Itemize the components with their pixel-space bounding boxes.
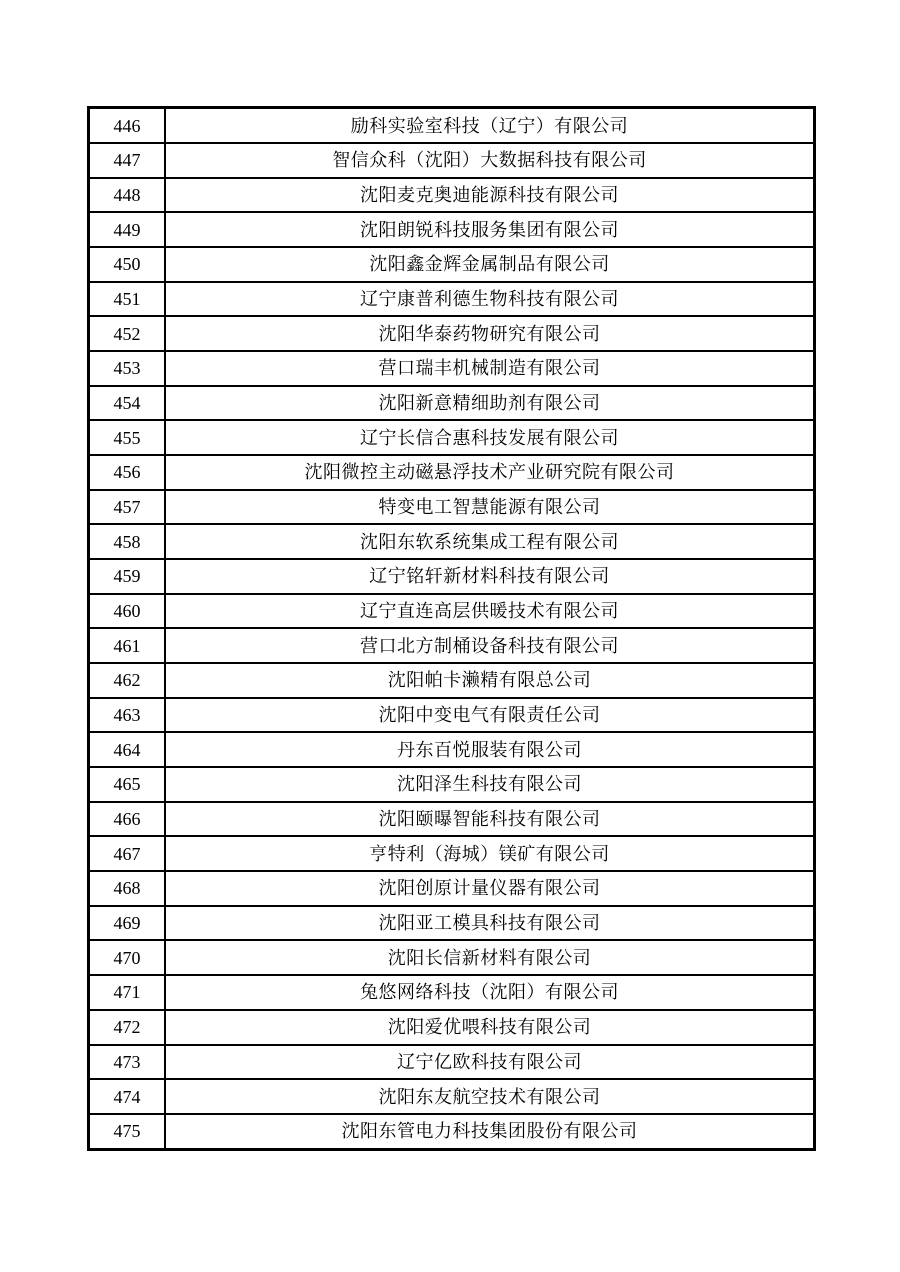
company-name: 沈阳东管电力科技集团股份有限公司 [165,1114,815,1150]
company-name: 沈阳中变电气有限责任公司 [165,698,815,733]
row-number: 468 [89,871,166,906]
row-number: 446 [89,108,166,144]
row-number: 447 [89,143,166,178]
company-name: 沈阳爱优喂科技有限公司 [165,1010,815,1045]
row-number: 461 [89,628,166,663]
row-number: 462 [89,663,166,698]
row-number: 465 [89,767,166,802]
company-name: 辽宁康普利德生物科技有限公司 [165,282,815,317]
table-row [89,1114,815,1150]
table-row [89,975,815,1010]
table-row [89,698,815,733]
company-name: 沈阳新意精细助剂有限公司 [165,386,815,421]
table-row [89,628,815,663]
company-name: 沈阳亚工模具科技有限公司 [165,906,815,941]
row-number: 460 [89,594,166,629]
company-name: 沈阳东友航空技术有限公司 [165,1079,815,1114]
company-name: 沈阳帕卡濑精有限总公司 [165,663,815,698]
row-number: 464 [89,732,166,767]
table-row [89,490,815,525]
table-row [89,663,815,698]
table-row [89,247,815,282]
company-table [87,106,816,1151]
table-row [89,1045,815,1080]
company-name: 沈阳颐曝智能科技有限公司 [165,802,815,837]
row-number: 451 [89,282,166,317]
company-name: 辽宁铭轩新材料科技有限公司 [165,559,815,594]
company-name: 沈阳长信新材料有限公司 [165,940,815,975]
company-name: 沈阳华泰药物研究有限公司 [165,316,815,351]
table-row [89,108,815,144]
table-row [89,351,815,386]
company-name: 沈阳麦克奥迪能源科技有限公司 [165,178,815,213]
company-name: 兔悠网络科技（沈阳）有限公司 [165,975,815,1010]
row-number: 452 [89,316,166,351]
row-number: 472 [89,1010,166,1045]
company-name: 沈阳东软系统集成工程有限公司 [165,524,815,559]
company-name: 沈阳泽生科技有限公司 [165,767,815,802]
table-row [89,732,815,767]
company-name: 智信众科（沈阳）大数据科技有限公司 [165,143,815,178]
table-row [89,316,815,351]
table-row [89,524,815,559]
company-name: 沈阳鑫金辉金属制品有限公司 [165,247,815,282]
row-number: 449 [89,212,166,247]
row-number: 473 [89,1045,166,1080]
table-row [89,386,815,421]
company-name: 营口北方制桶设备科技有限公司 [165,628,815,663]
row-number: 474 [89,1079,166,1114]
row-number: 453 [89,351,166,386]
table-row [89,1079,815,1114]
table-row [89,559,815,594]
table-row [89,802,815,837]
company-name: 沈阳微控主动磁悬浮技术产业研究院有限公司 [165,455,815,490]
table-row [89,940,815,975]
company-name: 沈阳朗锐科技服务集团有限公司 [165,212,815,247]
table-row [89,143,815,178]
row-number: 454 [89,386,166,421]
table-row [89,594,815,629]
table-row [89,212,815,247]
row-number: 457 [89,490,166,525]
row-number: 456 [89,455,166,490]
row-number: 475 [89,1114,166,1150]
company-name: 特变电工智慧能源有限公司 [165,490,815,525]
company-name: 辽宁长信合惠科技发展有限公司 [165,420,815,455]
row-number: 458 [89,524,166,559]
row-number: 450 [89,247,166,282]
table-row [89,282,815,317]
company-name: 辽宁直连高层供暖技术有限公司 [165,594,815,629]
row-number: 455 [89,420,166,455]
company-name: 亨特利（海城）镁矿有限公司 [165,836,815,871]
company-name: 营口瑞丰机械制造有限公司 [165,351,815,386]
table-row [89,1010,815,1045]
table-row [89,906,815,941]
row-number: 470 [89,940,166,975]
table-row [89,178,815,213]
row-number: 448 [89,178,166,213]
company-table-body [89,108,815,1150]
company-name: 沈阳创原计量仪器有限公司 [165,871,815,906]
company-name: 辽宁亿欧科技有限公司 [165,1045,815,1080]
row-number: 469 [89,906,166,941]
table-row [89,836,815,871]
company-name: 励科实验室科技（辽宁）有限公司 [165,108,815,144]
table-row [89,455,815,490]
table-row [89,767,815,802]
table-row [89,420,815,455]
row-number: 463 [89,698,166,733]
row-number: 466 [89,802,166,837]
row-number: 467 [89,836,166,871]
company-name: 丹东百悦服装有限公司 [165,732,815,767]
row-number: 459 [89,559,166,594]
table-row [89,871,815,906]
row-number: 471 [89,975,166,1010]
